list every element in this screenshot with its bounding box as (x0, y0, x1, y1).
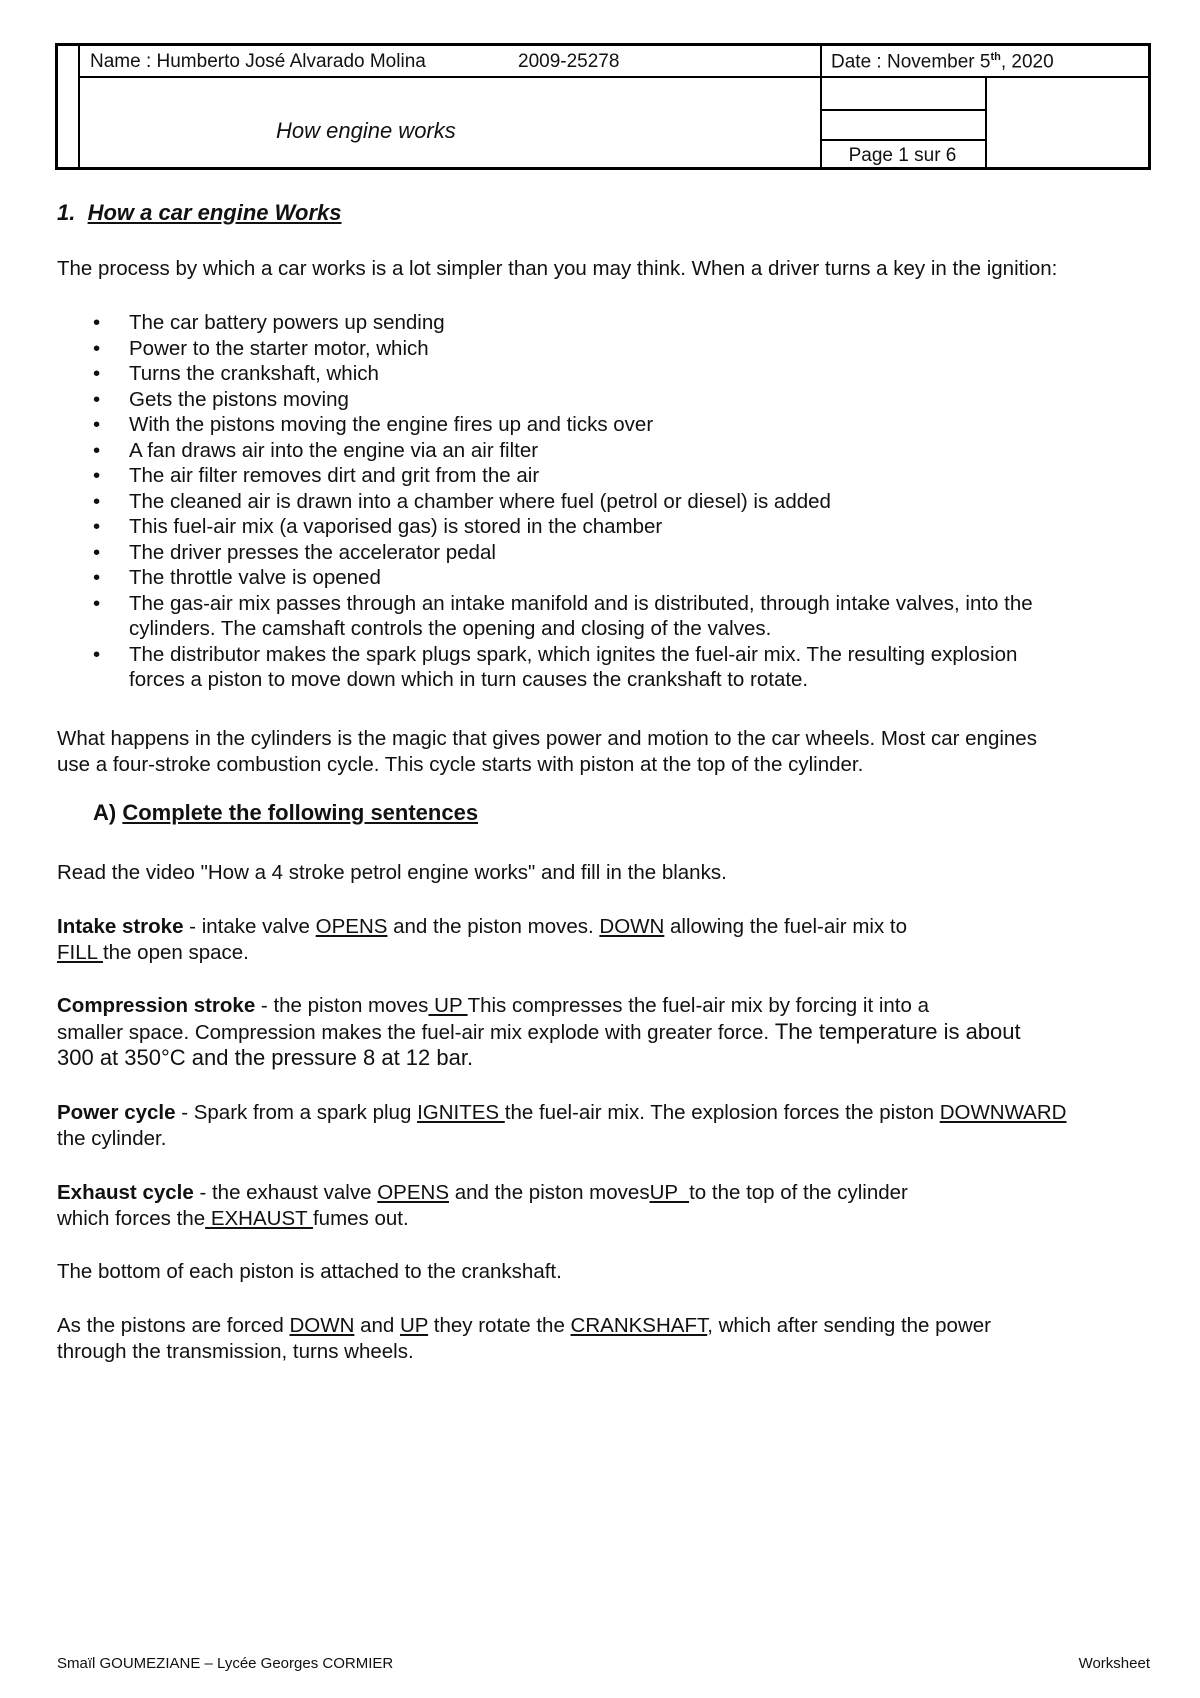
answer: OPENS (315, 915, 388, 938)
power-cycle-paragraph: Power cycle - Spark from a spark plug IGNITES the fuel-air mix. The explosion forces the piston DOWNWARD the cylinder. (57, 1101, 1067, 1150)
list-item: • Power to the starter motor, which (57, 336, 1033, 362)
footer-author: Smaïl GOUMEZIANE – Lycée Georges CORMIER (57, 1655, 394, 1672)
answer: FILL (57, 940, 103, 964)
exhaust-cycle-paragraph: Exhaust cycle - the exhaust valve OPENS and the piston movesUP to the top of the cylinder which forces the EXHAUST fumes out. (57, 1181, 908, 1230)
answer: DOWN (599, 915, 665, 938)
instruction-text: Read the video "How a 4 stroke petrol engine works" and fill in the blanks. (57, 861, 727, 884)
answer: CRANKSHAFT (570, 1314, 708, 1337)
list-item: • The distributor makes the spark plugs spark, which ignites the fuel-air mix. The resulting explosion forces a piston to move down which in turn causes the crankshaft to rotate. (57, 642, 1033, 693)
section-heading: 1. How a car engine Works (57, 200, 342, 225)
list-item: • The air filter removes dirt and grit from the air (57, 463, 1033, 489)
list-item: • Gets the pistons moving (57, 387, 1033, 413)
answer: OPENS (377, 1181, 449, 1204)
list-item: • Turns the crankshaft, which (57, 361, 1033, 387)
answer: UP (649, 1181, 690, 1204)
header-divider (820, 139, 985, 141)
header-left-divider (78, 46, 80, 167)
intro-paragraph: The process by which a car works is a lot simpler than you may think. When a driver turns a key in the ignition: (57, 257, 1058, 280)
answer: DOWNWARD (939, 1101, 1067, 1124)
document-title: How engine works (276, 118, 456, 143)
page-number: Page 1 sur 6 (848, 145, 957, 166)
list-item: • The cleaned air is drawn into a chamber where fuel (petrol or diesel) is added (57, 489, 1033, 515)
header-divider (985, 76, 987, 167)
header-divider (80, 76, 1148, 78)
cycle-paragraph: What happens in the cylinders is the magic that gives power and motion to the car wheels. Most car engines use a four-stroke combustion cycle. This cycle starts with piston at the top of the cylinder. (57, 727, 1037, 776)
crankshaft-note: The bottom of each piston is attached to the crankshaft. (57, 1260, 562, 1283)
list-item: • The throttle valve is opened (57, 565, 1033, 591)
steps-list (57, 310, 1033, 693)
answer: UP (428, 994, 468, 1017)
student-name: Name : Humberto José Alvarado Molina (90, 51, 426, 72)
document-date: Date : November 5th, 2020 (831, 51, 1054, 73)
header-divider (820, 109, 985, 111)
answer: EXHAUST (205, 1206, 313, 1230)
list-item: • This fuel-air mix (a vaporised gas) is stored in the chamber (57, 514, 1033, 540)
list-item: • The car battery powers up sending (57, 310, 1033, 336)
header-table (55, 43, 1151, 170)
answer: DOWN (289, 1314, 355, 1337)
list-item: • The driver presses the accelerator pedal (57, 540, 1033, 566)
final-paragraph: As the pistons are forced DOWN and UP they rotate the CRANKSHAFT, which after sending the power through the transmission, turns wheels. (57, 1314, 991, 1363)
subsection-heading: A) Complete the following sentences (93, 800, 479, 825)
answer: UP (399, 1314, 429, 1337)
answer: IGNITES (417, 1101, 505, 1124)
footer-label: Worksheet (1078, 1655, 1150, 1672)
student-id: 2009-25278 (518, 51, 620, 72)
intake-stroke-paragraph: Intake stroke - intake valve OPENS and the piston moves. DOWN allowing the fuel-air mix to FILL the open space. (57, 915, 907, 964)
list-item: • A fan draws air into the engine via an air filter (57, 438, 1033, 464)
list-item: • The gas-air mix passes through an intake manifold and is distributed, through intake valves, into the cylinders. The camshaft controls the opening and closing of the valves. (57, 591, 1033, 642)
list-item: • With the pistons moving the engine fires up and ticks over (57, 412, 1033, 438)
compression-stroke-paragraph: Compression stroke - the piston moves UP This compresses the fuel-air mix by forcing it into a smaller space. Compression makes the fuel-air mix explode with greater force. The temperature is about 300 at 350°C and the pressure 8 at 12 bar. (57, 994, 1021, 1070)
